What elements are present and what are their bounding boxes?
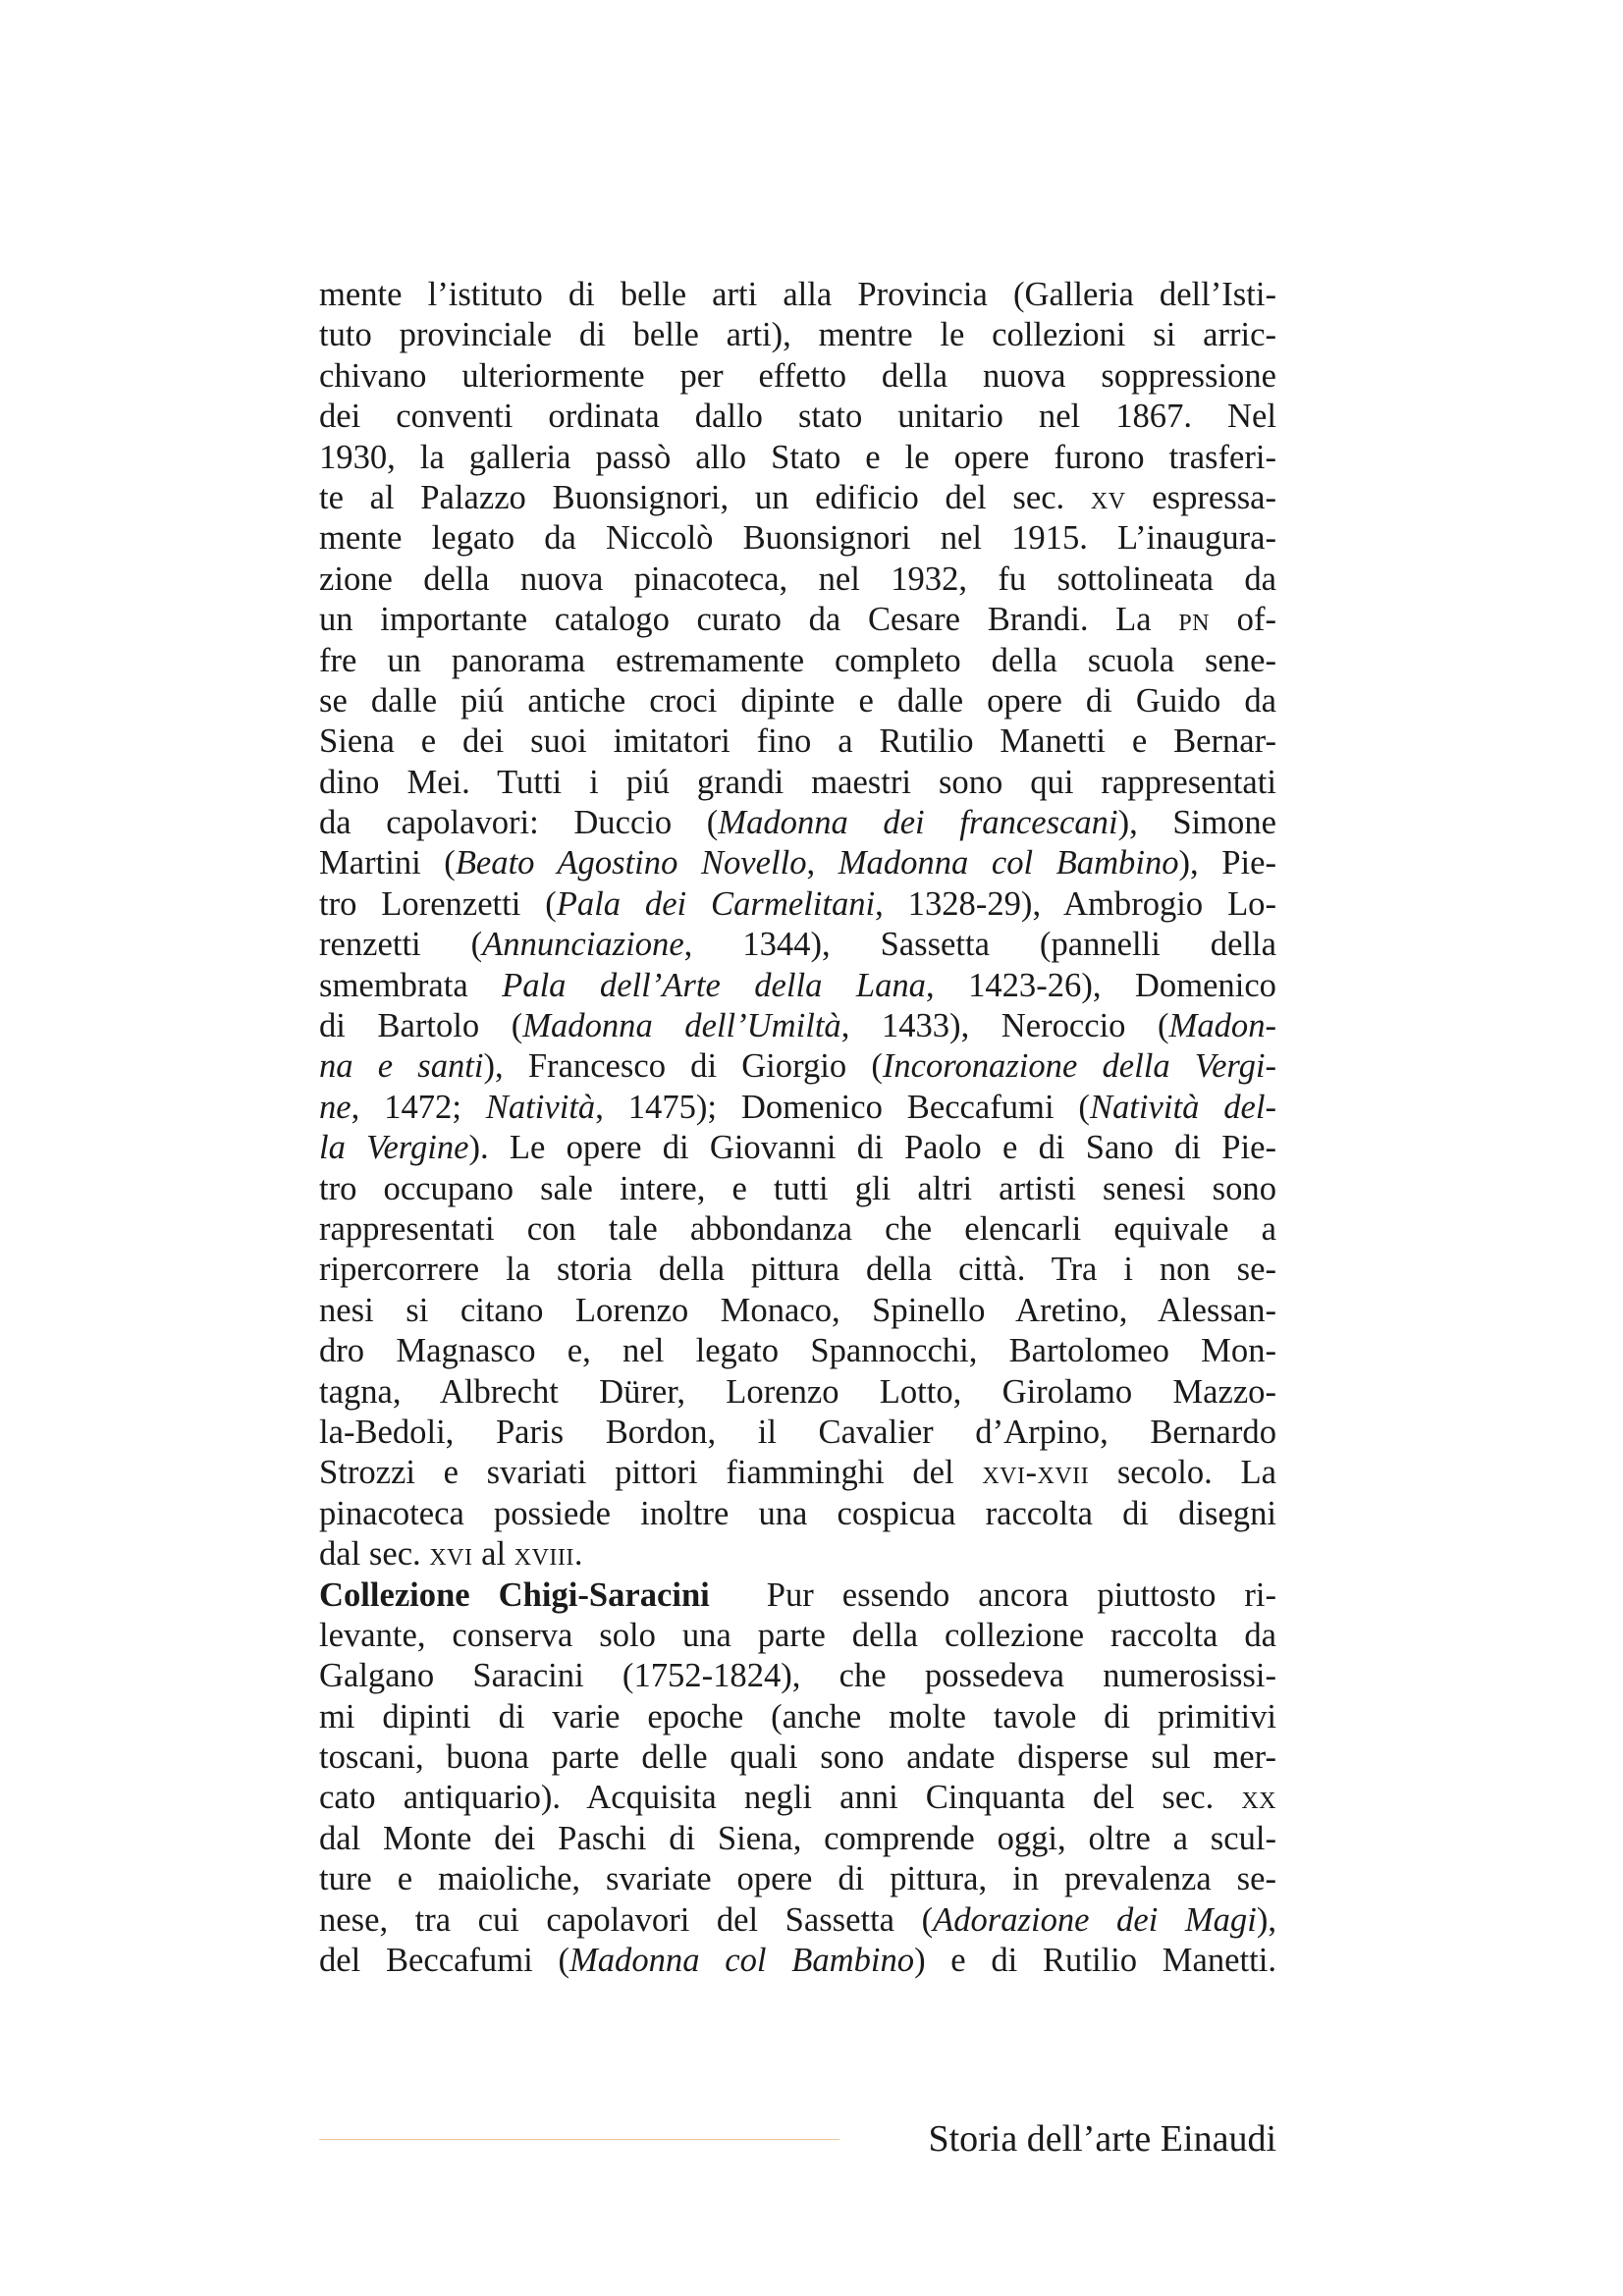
text-line	[319, 1453, 1276, 1493]
text-span: , 1475); Domenico Beccafumi (	[595, 1088, 1090, 1126]
text-line: pinacoteca possiede inoltre una cospicua raccolta di disegni	[319, 1494, 1276, 1532]
text-line: ture e maioliche, svariate opere di pittura, in prevalenza se-	[319, 1860, 1276, 1898]
text-span: ). Le opere di Giovanni di Paolo e di Sano di Pie-	[468, 1129, 1276, 1167]
artwork-title: Adorazione dei Magi	[933, 1900, 1257, 1939]
text-line	[319, 966, 1276, 1006]
text-span: al	[472, 1535, 514, 1574]
text-line: dro Magnasco e, nel legato Spannocchi, Bartolomeo Mon-	[319, 1332, 1276, 1370]
artwork-title: Madonna dell’Umiltà	[522, 1007, 841, 1045]
text-line: mente l’istituto di belle arti alla Provincia (Galleria dell’Isti-	[319, 276, 1276, 313]
text-line	[319, 1941, 1276, 1981]
text-line	[319, 803, 1276, 843]
text-line	[319, 1128, 1276, 1168]
artwork-title: Madonna col Bambino	[838, 844, 1179, 882]
text-span: un importante catalogo curato da Cesare Brandi. La	[319, 601, 1179, 639]
text-line: Siena e dei suoi imitatori fino a Rutilio Manetti e Bernar-	[319, 722, 1276, 761]
text-line: levante, conserva solo una parte della collezione raccolta da	[319, 1616, 1276, 1654]
text-span: , 1344), Sassetta (pannelli della	[683, 926, 1276, 964]
text-line	[319, 1778, 1276, 1818]
text-line	[319, 600, 1276, 640]
text-line	[319, 1046, 1276, 1087]
artwork-title: Pala dell’Arte della Lana	[502, 966, 926, 1004]
text-span: da capolavori: Duccio (	[319, 804, 719, 842]
page-footer	[319, 2115, 1276, 2164]
text-span: ), Simone	[1117, 804, 1276, 842]
text-line: fre un panorama estremamente completo della scuola sene-	[319, 641, 1276, 679]
text-line	[319, 1900, 1276, 1941]
text-span: smembrata	[319, 966, 503, 1004]
text-line	[319, 1575, 1276, 1616]
text-line: rappresentati con tale abbondanza che elencarli equivale a	[319, 1209, 1276, 1248]
text-span: ), Pie-	[1178, 844, 1276, 882]
abbreviation-pn: pn	[1178, 601, 1210, 639]
century-numeral: xvi-xvii	[982, 1454, 1090, 1492]
text-line: ripercorrere la storia della pittura della città. Tra i non se-	[319, 1251, 1276, 1289]
century-numeral: xx	[1241, 1779, 1276, 1817]
text-span: of-	[1210, 601, 1277, 639]
text-line: Galgano Saracini (1752-1824), che possedeva numerosissi-	[319, 1657, 1276, 1695]
artwork-title: Madonna dei francescani	[718, 804, 1118, 842]
artwork-title: Beato Agostino Novello	[455, 844, 807, 882]
text-span: Strozzi e svariati pittori fiamminghi del	[319, 1454, 983, 1492]
century-numeral: xvi	[429, 1535, 473, 1574]
text-span: , 1433), Neroccio (	[840, 1007, 1169, 1045]
text-span: renzetti (	[319, 926, 483, 964]
text-span: nese, tra cui capolavori del Sassetta (	[319, 1900, 934, 1939]
text-line: nesi si citano Lorenzo Monaco, Spinello Aretino, Alessan-	[319, 1291, 1276, 1329]
text-span: di Bartolo (	[319, 1007, 523, 1045]
text-line: tuto provinciale di belle arti), mentre le collezioni si arric-	[319, 316, 1276, 354]
text-line: dal Monte dei Paschi di Siena, comprende oggi, oltre a scul-	[319, 1819, 1276, 1857]
text-span: ),	[1256, 1900, 1276, 1939]
footer-title: Storia dell’arte Einaudi	[928, 2118, 1276, 2160]
text-span: ) e di Rutilio Manetti.	[914, 1942, 1276, 1980]
century-numeral: xv	[1090, 478, 1126, 516]
artwork-title: Pala dei Carmelitani	[556, 884, 876, 923]
text-span: cato antiquario). Acquisita negli anni Cinquanta del sec.	[319, 1779, 1242, 1817]
century-numeral: xviii	[514, 1535, 574, 1574]
text-span: del Beccafumi (	[319, 1942, 569, 1980]
text-line: tro occupano sale intere, e tutti gli altri artisti senesi sono	[319, 1169, 1276, 1207]
text-line: zione della nuova pinacoteca, nel 1932, fu sottolineata da	[319, 560, 1276, 598]
text-line: 1930, la galleria passò allo Stato e le opere furono trasferi-	[319, 438, 1276, 476]
artwork-title: ne	[319, 1088, 352, 1126]
text-line: chivano ulteriormente per effetto della nuova soppressione	[319, 356, 1276, 395]
text-line: mente legato da Niccolò Buonsignori nel 1915. L’inaugura-	[319, 519, 1276, 558]
text-span: Martini (	[319, 844, 456, 882]
text-span: Pur essendo ancora piuttosto ri-	[709, 1575, 1276, 1614]
body-text	[319, 275, 1276, 1981]
text-span: ,	[806, 844, 839, 882]
text-line: se dalle piú antiche croci dipinte e dalle opere di Guido da	[319, 681, 1276, 720]
text-span: dal sec.	[319, 1535, 430, 1574]
text-span: , 1328-29), Ambrogio Lo-	[875, 884, 1276, 923]
text-line: toscani, buona parte delle quali sono andate disperse sul mer-	[319, 1738, 1276, 1777]
text-span: te al Palazzo Buonsignori, un edificio del sec.	[319, 478, 1091, 516]
artwork-title: Annunciazione	[482, 926, 684, 964]
artwork-title: la Vergine	[319, 1129, 469, 1167]
text-span: secolo. La	[1089, 1454, 1276, 1492]
footer-divider	[319, 2139, 839, 2140]
text-line: tagna, Albrecht Dürer, Lorenzo Lotto, Girolamo Mazzo-	[319, 1372, 1276, 1411]
text-line	[319, 925, 1276, 965]
text-line	[319, 843, 1276, 883]
artwork-title: Incoronazione della Vergi-	[882, 1047, 1276, 1086]
text-line: dei conventi ordinata dallo stato unitario nel 1867. Nel	[319, 398, 1276, 436]
artwork-title: Natività	[485, 1088, 596, 1126]
text-line	[319, 1088, 1276, 1128]
text-line: la-Bedoli, Paris Bordon, il Cavalier d’Arpino, Bernardo	[319, 1413, 1276, 1451]
text-span: tro Lorenzetti (	[319, 884, 557, 923]
text-span: espressa-	[1125, 478, 1277, 516]
artwork-title: Natività del-	[1089, 1088, 1277, 1126]
text-line	[319, 478, 1276, 518]
text-span: , 1423-26), Domenico	[925, 966, 1276, 1004]
text-line	[319, 1006, 1276, 1046]
text-line: mi dipinti di varie epoche (anche molte tavole di primitivi	[319, 1697, 1276, 1735]
text-span: .	[573, 1535, 583, 1574]
text-line: dino Mei. Tutti i piú grandi maestri sono qui rappresentati	[319, 763, 1276, 801]
text-span: ), Francesco di Giorgio (	[483, 1047, 883, 1086]
text-line	[319, 884, 1276, 925]
artwork-title: Madonna col Bambino	[568, 1942, 915, 1980]
artwork-title: na e santi	[319, 1047, 484, 1086]
text-span: , 1472;	[351, 1088, 486, 1126]
text-line	[319, 1534, 1276, 1575]
section-heading: Collezione Chigi-Saracini	[319, 1575, 710, 1614]
artwork-title: Madon-	[1168, 1007, 1277, 1045]
